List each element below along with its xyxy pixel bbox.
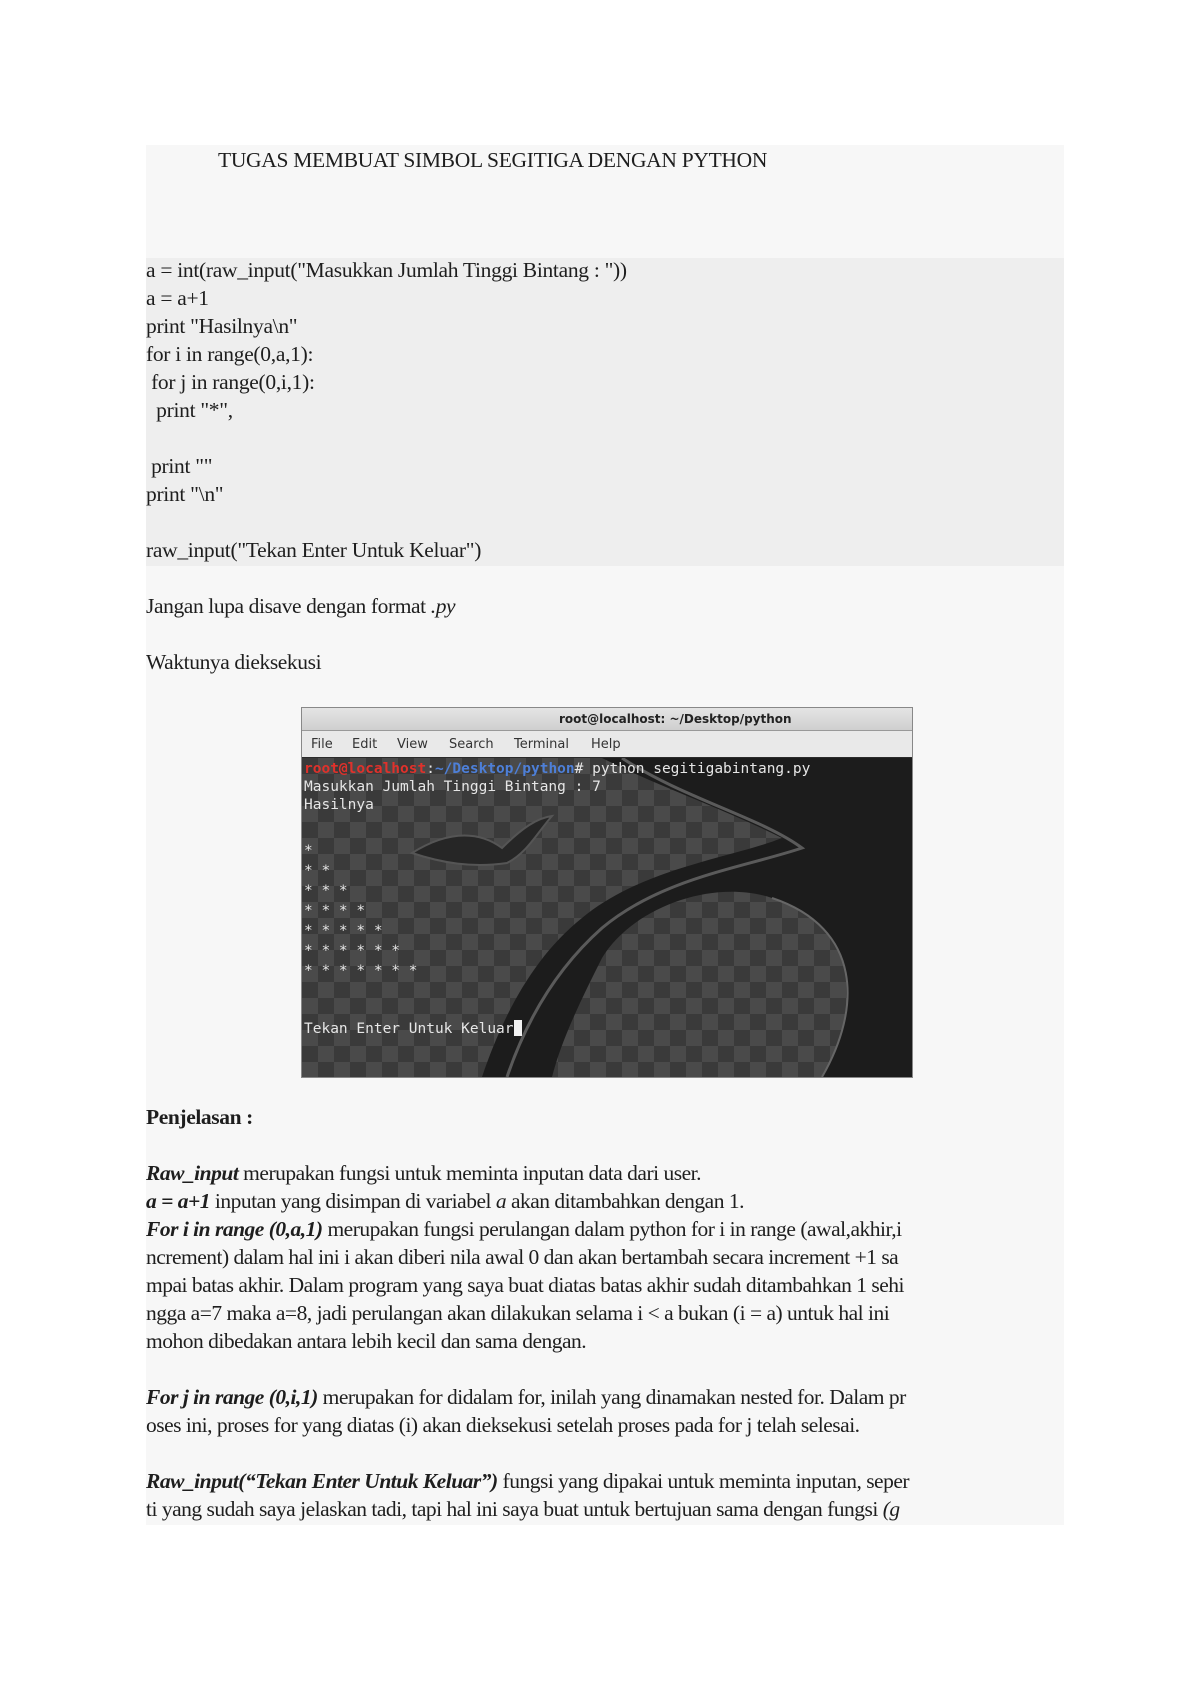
terminal-prompt-line: [304, 760, 810, 778]
explanation-for-i-line: ncrement) dalam hal ini i akan diberi nila awal 0 dan akan bertambah secara increment +1 sa: [146, 1245, 899, 1269]
terminal-title: root@localhost: ~/Desktop/python: [559, 712, 792, 726]
terminal-output-line: Hasilnya: [304, 797, 374, 813]
explanation-for-j: For j in range (0,i,1) merupakan for didalam for, inilah yang dinamakan nested for. Dalam pr: [146, 1385, 906, 1409]
explanation-for-i: For i in range (0,a,1) merupakan fungsi perulangan dalam python for i in range (awal,akhir,i: [146, 1217, 902, 1241]
terminal-screenshot: [301, 707, 913, 1078]
prompt-path: ~/Desktop/python: [434, 761, 575, 777]
terminal-output-line: * *: [304, 863, 331, 879]
explanation-for-i-line: mohon dibedakan antara lebih kecil dan sama dengan.: [146, 1329, 587, 1353]
explanation-raw-input-exit-line: ti yang sudah saya jelaskan tadi, tapi hal ini saya buat untuk bertujuan sama dengan fungsi (g: [146, 1497, 900, 1521]
explanation-for-i-line: ngga a=7 maka a=8, jadi perulangan akan dilakukan selama i < a bukan (i = a) untuk hal ini: [146, 1301, 890, 1325]
page-title: TUGAS MEMBUAT SIMBOL SEGITIGA DENGAN PYTHON: [218, 148, 768, 172]
code-block: [146, 258, 1064, 566]
explanation-raw-input: Raw_input merupakan fungsi untuk meminta inputan data dari user.: [146, 1161, 701, 1185]
code-line: print "*",: [146, 398, 233, 422]
terminal-output-line: * * * *: [304, 903, 366, 919]
prompt-user: root@localhost: [304, 761, 427, 777]
code-line: raw_input("Tekan Enter Untuk Keluar"): [146, 538, 482, 562]
menu-file[interactable]: File: [311, 737, 333, 752]
terminal-menubar: [302, 731, 912, 757]
terminal-output-line: Masukkan Jumlah Tinggi Bintang : 7: [304, 779, 601, 795]
file-extension: .py: [430, 594, 456, 618]
code-line: for i in range(0,a,1):: [146, 342, 314, 366]
menu-edit[interactable]: Edit: [352, 737, 378, 752]
code-line: for j in range(0,i,1):: [146, 370, 315, 394]
code-line: a = a+1: [146, 286, 209, 310]
code-line: print "\n": [146, 482, 224, 506]
explanation-for-j-line: oses ini, proses for yang diatas (i) akan dieksekusi setelah proses pada for j telah selesai.: [146, 1413, 860, 1437]
terminal-output-line: * * * * * * *: [304, 963, 418, 979]
save-note: Jangan lupa disave dengan format .py: [146, 594, 456, 618]
execute-note: Waktunya dieksekusi: [146, 650, 322, 674]
explanation-raw-input-exit: Raw_input(“Tekan Enter Untuk Keluar”) fungsi yang dipakai untuk meminta inputan, seper: [146, 1469, 910, 1493]
penjelasan-heading: Penjelasan :: [146, 1105, 253, 1129]
menu-view[interactable]: View: [397, 737, 428, 752]
explanation-for-i-line: mpai batas akhir. Dalam program yang saya buat diatas batas akhir sudah ditambahkan 1 sehi: [146, 1273, 905, 1297]
menu-terminal[interactable]: Terminal: [514, 737, 569, 752]
code-line: print "": [146, 454, 213, 478]
menu-search[interactable]: Search: [449, 737, 494, 752]
prompt-command: # python segitigabintang.py: [574, 761, 811, 777]
menu-help[interactable]: Help: [591, 737, 621, 752]
terminal-output-line: *: [304, 843, 313, 859]
code-line: a = int(raw_input("Masukkan Jumlah Tinggi Bintang : ")): [146, 258, 627, 282]
terminal-cursor: [514, 1020, 522, 1036]
terminal-titlebar: [302, 708, 912, 731]
terminal-output-line: * * * * * *: [304, 943, 401, 959]
terminal-screen[interactable]: [302, 758, 912, 1077]
terminal-output-line: * * * * *: [304, 923, 383, 939]
explanation-a-increment: a = a+1 inputan yang disimpan di variabel a akan ditambahkan dengan 1.: [146, 1189, 744, 1213]
code-line: print "Hasilnya\n": [146, 314, 298, 338]
terminal-exit-line: Tekan Enter Untuk Keluar: [304, 1020, 522, 1038]
terminal-output-line: * * *: [304, 883, 348, 899]
prompt-separator: :: [426, 761, 435, 777]
